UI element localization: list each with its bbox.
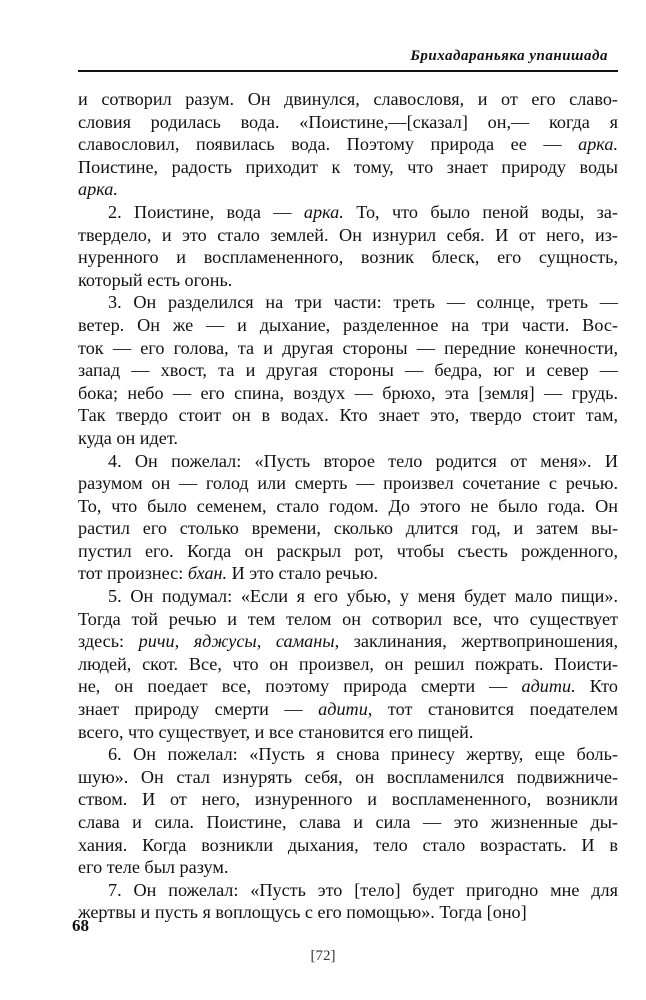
text-line (78, 382, 618, 405)
text-line (78, 201, 618, 224)
text-line (78, 766, 618, 789)
text-segment: пустил его. Когда он раскрыл рот, чтобы съесть рожденного, (78, 540, 618, 561)
text-segment: И это стало речью. (227, 563, 378, 584)
page-number: 68 (72, 916, 89, 935)
text-segment: славословил, появилась вода. Поэтому природа ее — (78, 134, 579, 155)
text-segment: 3. Он разделился на три части: треть — солнце, треть — (108, 292, 618, 313)
header-rule (78, 70, 618, 72)
text-segment: здесь: (78, 631, 139, 652)
italic-term: арка. (78, 179, 118, 200)
text-segment: 6. Он пожелал: «Пусть я снова принесу жертву, еще боль- (108, 744, 618, 765)
text-line (78, 585, 618, 608)
text-segment: 2. Поистине, вода — (108, 201, 304, 222)
text-segment: Тогда той речью и тем телом он сотворил все, что существует (78, 608, 618, 629)
text-segment: Так твердо стоит он в водах. Кто знает это, твердо стоит там, (78, 405, 618, 426)
text-line (78, 788, 618, 811)
text-segment: людей, скот. Все, что он произвел, он решил пожрать. Поисти- (78, 653, 618, 674)
text-line (78, 111, 618, 134)
text-segment: заклинания, жертвоприношения, (339, 631, 619, 652)
text-line (78, 879, 618, 902)
running-header: Брихадараньяка упанишада (410, 48, 608, 64)
text-line (78, 698, 618, 721)
text-segment: ветер. Он же — и дыхание, разделенное на три части. Вос- (78, 314, 618, 335)
text-segment: разумом он — голод или смерть — произвел сочетание с речью. (78, 473, 618, 494)
text-line (78, 404, 618, 427)
text-line (78, 224, 618, 247)
text-segment: запад — хвост, та и другая стороны — бедра, юг и север — (78, 360, 618, 381)
text-line (78, 856, 618, 879)
text-line (78, 517, 618, 540)
text-line (78, 608, 618, 631)
body-text (78, 88, 618, 924)
text-segment: ток — его голова, та и другая стороны — передние конечности, (78, 337, 618, 358)
text-line (78, 811, 618, 834)
text-segment: знает природу смерти — (78, 699, 319, 720)
text-line (78, 653, 618, 676)
text-line (78, 540, 618, 563)
text-line (78, 450, 618, 473)
text-segment: его теле был разум. (78, 857, 229, 878)
italic-term: арка. (578, 134, 618, 155)
text-line (78, 314, 618, 337)
text-line (78, 743, 618, 766)
text-line (78, 291, 618, 314)
italic-term: адити, (318, 699, 373, 720)
text-segment: То, что было пеной воды, за- (343, 201, 618, 222)
text-segment: бока; небо — его спина, воздух — брюхо, эта [земля] — грудь. (78, 382, 618, 403)
text-segment: Кто (575, 676, 618, 697)
text-segment: тот становится поедателем (372, 699, 618, 720)
text-segment: словия родилась вода. «Поистине,—[сказал] он,— когда я (78, 111, 618, 132)
text-segment: твердело, и это стало землей. Он изнурил себя. И от него, из- (78, 224, 618, 245)
text-line (78, 156, 618, 179)
text-line (78, 269, 618, 292)
text-segment: всего, что существует, и все становится его пищей. (78, 721, 474, 742)
text-segment: который есть огонь. (78, 269, 233, 290)
text-line (78, 675, 618, 698)
text-segment: ством. И от него, изнуренного и воспламененного, возникли (78, 789, 618, 810)
text-segment: шую». Он стал изнурять себя, он воспламенился подвижниче- (78, 766, 618, 787)
text-line (78, 427, 618, 450)
text-line (78, 472, 618, 495)
text-segment: 4. Он пожелал: «Пусть второе тело родится от меня». И (108, 450, 618, 471)
text-line (78, 133, 618, 156)
text-segment: То, что было семенем, стало годом. До этого не было года. Он (78, 495, 618, 516)
text-segment: растил его столько времени, сколько длится год, и затем вы- (78, 518, 618, 539)
text-segment: хания. Когда возникли дыхания, тело стало возрастать. И в (78, 834, 618, 855)
text-line (78, 359, 618, 382)
text-line (78, 495, 618, 518)
text-line (78, 721, 618, 744)
italic-term: арка. (303, 201, 344, 222)
text-segment: слава и сила. Поистине, слава и сила — это жизненные ды- (78, 812, 618, 832)
text-segment: жертвы и пусть я воплощусь с его помощью». Тогда [оно] (78, 902, 527, 923)
text-segment: куда он идет. (78, 427, 178, 448)
text-line (78, 178, 618, 201)
text-line (78, 630, 618, 653)
text-segment: нуренного и воспламененного, возник блеск, его сущность, (78, 247, 618, 268)
text-segment: 5. Он подумал: «Если я его убью, у меня будет мало пищи». (108, 586, 618, 607)
text-line (78, 834, 618, 857)
italic-term: бхан. (187, 563, 228, 584)
text-line (78, 88, 618, 111)
text-line (78, 901, 618, 924)
text-segment: не, он поедает все, поэтому природа смерти — (78, 676, 522, 697)
text-line (78, 246, 618, 269)
text-segment: Поистине, радость приходит к тому, что знает природу воды (78, 156, 618, 177)
scan-page-label: [72] (310, 948, 336, 964)
text-line (78, 337, 618, 360)
italic-term: адити. (521, 676, 576, 697)
text-segment: и сотворил разум. Он двинулся, славословя, и от его славо- (78, 89, 618, 109)
text-line (78, 562, 618, 585)
italic-term: ричи, яджусы, саманы, (138, 631, 340, 652)
text-segment: тот произнес: (78, 563, 188, 584)
text-segment: 7. Он пожелал: «Пусть это [тело] будет пригодно мне для (108, 879, 618, 900)
